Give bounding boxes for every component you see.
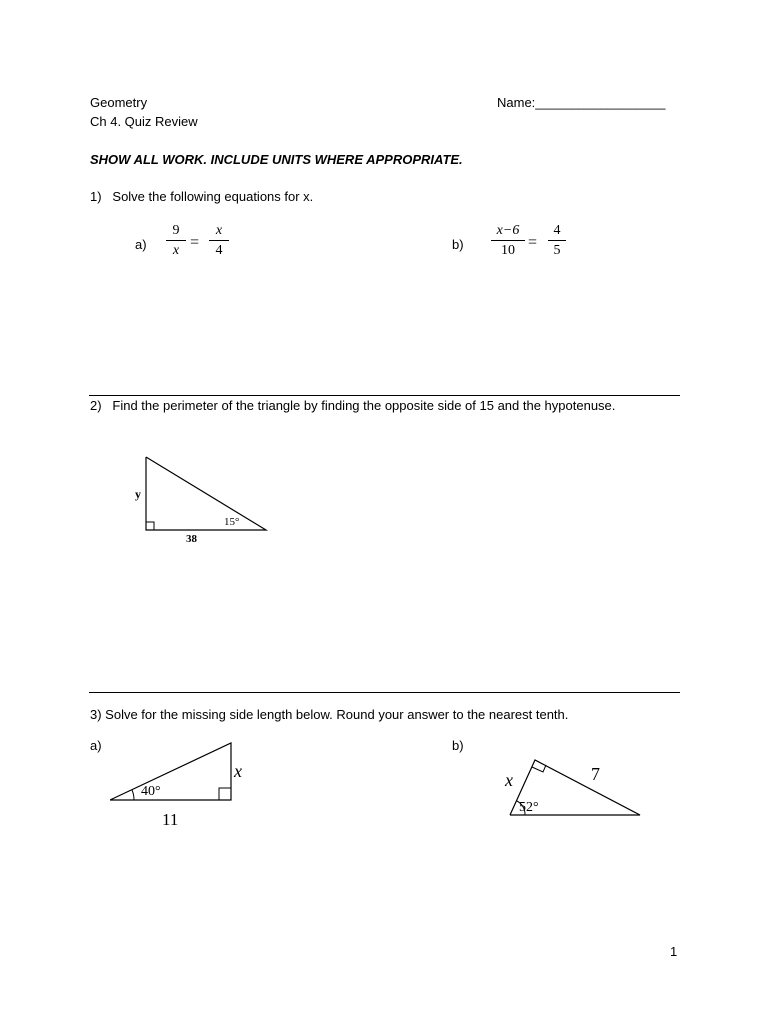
- q1a-right-numerator: x: [215, 223, 223, 238]
- q3b-label: b): [452, 738, 464, 753]
- q3b-hyp-label: 7: [591, 764, 600, 784]
- q3b-triangle-figure: [495, 750, 655, 830]
- q2-prompt: 2) Find the perimeter of the triangle by finding the opposite side of 15 and the hypotenuse.: [90, 398, 616, 413]
- q3a-triangle: [110, 743, 231, 800]
- q3a-angle-arc: [132, 790, 134, 800]
- section-divider: [89, 395, 680, 396]
- q3a-label: a): [90, 738, 102, 753]
- q1a-label: a): [135, 237, 147, 252]
- section-divider: [89, 692, 680, 693]
- q1a-equals: =: [190, 234, 200, 251]
- q2-triangle-figure: [125, 450, 285, 550]
- q1b-equals: =: [528, 234, 538, 251]
- quiz-subtitle: Ch 4. Quiz Review: [90, 114, 198, 129]
- q3b-angle-label: 52°: [519, 800, 539, 815]
- q3b-right-angle-mark: [532, 765, 546, 772]
- q1a-right-denominator: 4: [215, 243, 223, 258]
- q1b-right-numerator: 4: [553, 223, 561, 238]
- q1a-left-fraction: [166, 223, 186, 259]
- q3a-triangle-figure: [100, 735, 270, 835]
- q1b-label: b): [452, 237, 464, 252]
- q1b-left-denominator: 10: [501, 243, 515, 258]
- q3a-right-angle-mark: [219, 788, 231, 800]
- instructions: SHOW ALL WORK. INCLUDE UNITS WHERE APPROPRIATE.: [90, 152, 463, 167]
- q2-side-label: y: [135, 487, 141, 501]
- q2-base-label: 38: [186, 533, 197, 545]
- q1a-right-fraction: [209, 223, 229, 259]
- q2-triangle: [146, 457, 266, 530]
- q3a-side-label: x: [234, 761, 242, 781]
- q1b-right-denominator: 5: [553, 243, 561, 258]
- q1a-left-denominator: x: [172, 243, 180, 258]
- course-title: Geometry: [90, 95, 148, 110]
- q1b-left-numerator: x−6: [496, 223, 520, 238]
- page-number: 1: [670, 944, 678, 959]
- q1b-right-fraction: [548, 223, 566, 259]
- q3-prompt: 3) Solve for the missing side length below. Round your answer to the nearest tenth.: [90, 707, 569, 722]
- q2-right-angle-mark: [146, 522, 154, 530]
- q3b-side-label: x: [505, 770, 513, 790]
- q3a-base-label: 11: [162, 810, 179, 829]
- q3a-angle-label: 40°: [141, 784, 161, 799]
- q1b-left-fraction: [491, 223, 525, 259]
- name-field-label: Name:__________________: [497, 95, 666, 110]
- q1-prompt: 1) Solve the following equations for x.: [90, 189, 314, 204]
- q1a-left-numerator: 9: [172, 223, 180, 238]
- q2-angle-label: 15°: [224, 516, 240, 528]
